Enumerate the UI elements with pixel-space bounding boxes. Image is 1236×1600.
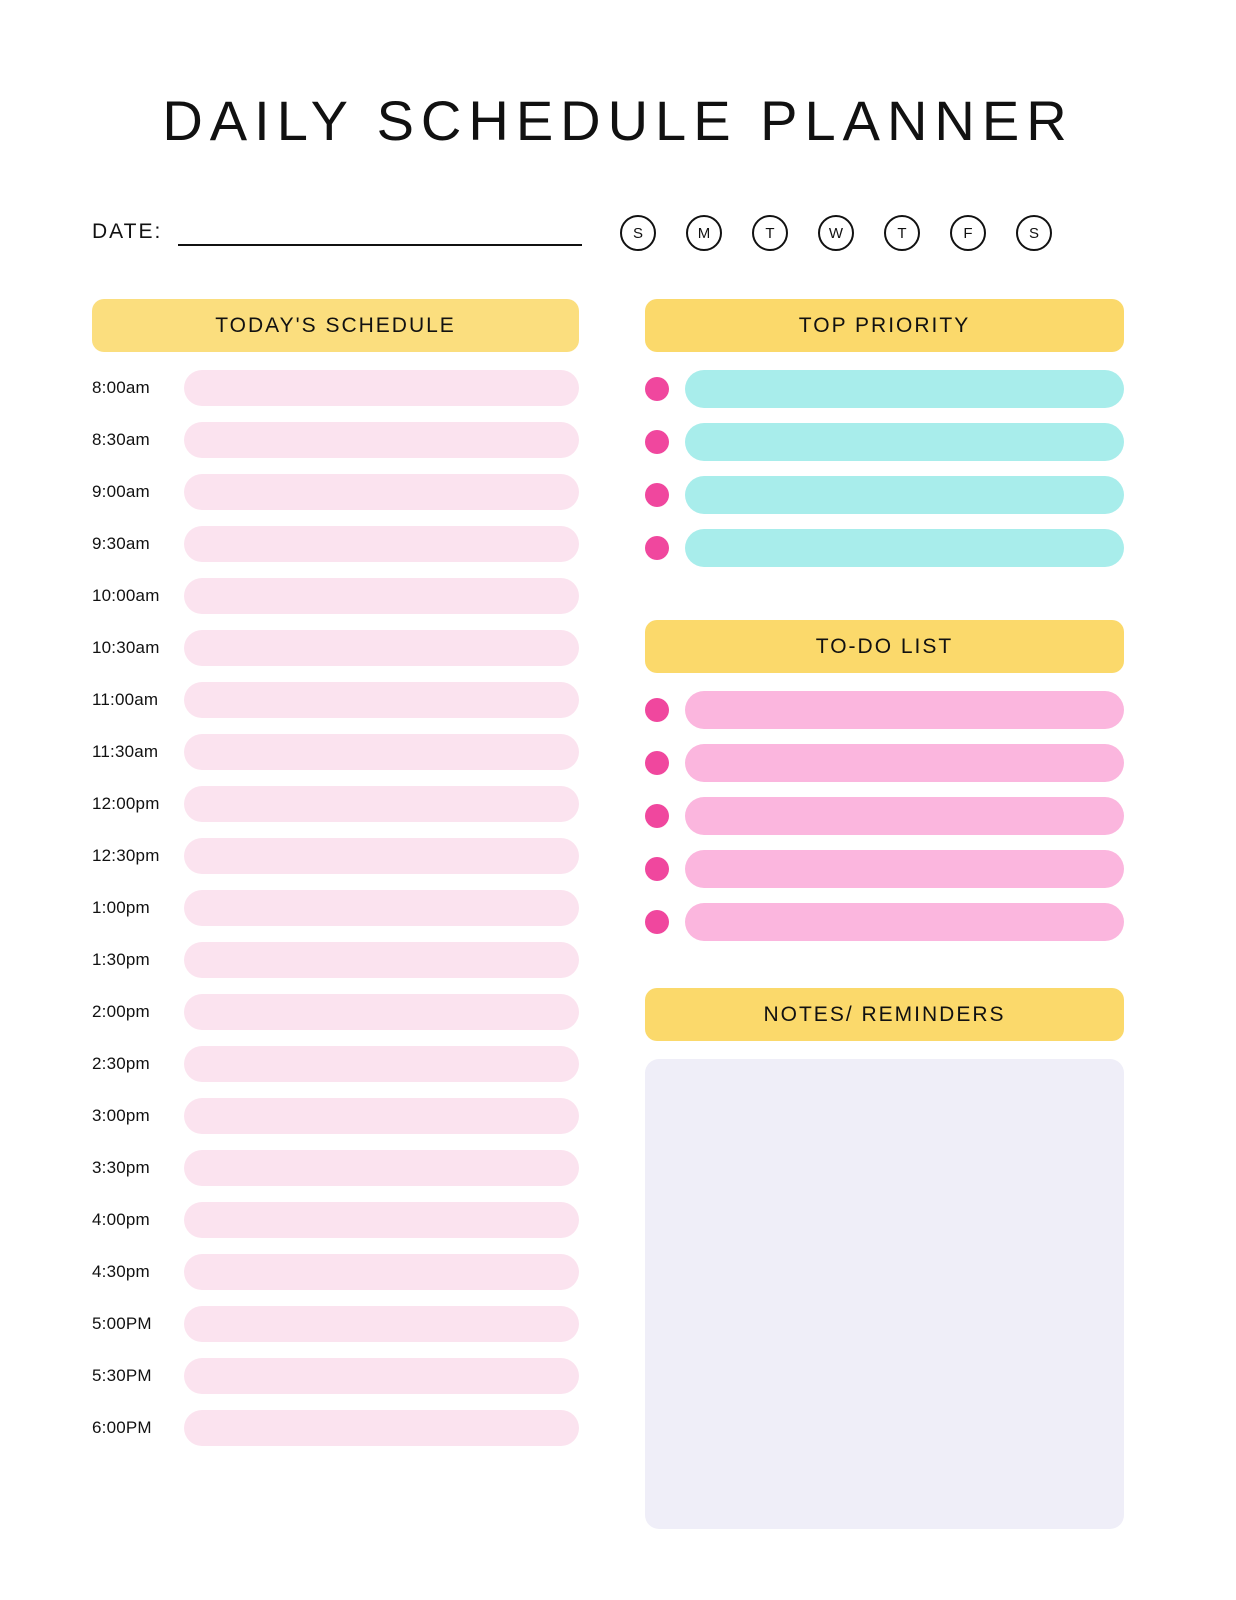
bullet-icon	[645, 910, 669, 934]
schedule-entry-field[interactable]	[184, 1150, 579, 1186]
schedule-section	[92, 299, 579, 1462]
weekday-selector	[620, 215, 1052, 251]
weekday-friday[interactable]: F	[950, 215, 986, 251]
schedule-entry-field[interactable]	[184, 682, 579, 718]
top-priority-list	[645, 370, 1124, 567]
schedule-row[interactable]	[92, 1202, 579, 1238]
schedule-time-label: 11:30am	[92, 742, 159, 761]
schedule-time-label: 10:00am	[92, 586, 160, 605]
schedule-row[interactable]	[92, 1098, 579, 1134]
weekday-thursday[interactable]: T	[884, 215, 920, 251]
schedule-entry-field[interactable]	[184, 1046, 579, 1082]
schedule-row[interactable]	[92, 890, 579, 926]
schedule-row[interactable]	[92, 994, 579, 1030]
schedule-row[interactable]	[92, 1410, 579, 1446]
schedule-time-label: 9:00am	[92, 482, 150, 501]
notes-textarea[interactable]	[645, 1059, 1124, 1529]
schedule-row[interactable]	[92, 474, 579, 510]
priority-item[interactable]	[645, 529, 1124, 567]
top-priority-section	[645, 299, 1124, 567]
priority-input[interactable]	[685, 423, 1124, 461]
todo-header: TO-DO LIST	[645, 620, 1124, 673]
priority-input[interactable]	[685, 529, 1124, 567]
schedule-time-label: 4:30pm	[92, 1262, 150, 1281]
schedule-header: TODAY'S SCHEDULE	[92, 299, 579, 352]
schedule-entry-field[interactable]	[184, 370, 579, 406]
schedule-entry-field[interactable]	[184, 734, 579, 770]
schedule-time-label: 5:30PM	[92, 1366, 152, 1385]
todo-item[interactable]	[645, 903, 1124, 941]
schedule-entry-field[interactable]	[184, 1358, 579, 1394]
schedule-row[interactable]	[92, 630, 579, 666]
schedule-entry-field[interactable]	[184, 1306, 579, 1342]
priority-input[interactable]	[685, 476, 1124, 514]
todo-item[interactable]	[645, 744, 1124, 782]
schedule-entry-field[interactable]	[184, 630, 579, 666]
bullet-icon	[645, 804, 669, 828]
schedule-time-label: 12:30pm	[92, 846, 160, 865]
schedule-time-label: 3:00pm	[92, 1106, 150, 1125]
schedule-list	[92, 370, 579, 1446]
schedule-time-label: 9:30am	[92, 534, 150, 553]
schedule-row[interactable]	[92, 1150, 579, 1186]
schedule-entry-field[interactable]	[184, 890, 579, 926]
todo-input[interactable]	[685, 903, 1124, 941]
bullet-icon	[645, 430, 669, 454]
schedule-row[interactable]	[92, 370, 579, 406]
schedule-entry-field[interactable]	[184, 1098, 579, 1134]
schedule-row[interactable]	[92, 578, 579, 614]
right-column	[645, 299, 1124, 1529]
schedule-row[interactable]	[92, 526, 579, 562]
priority-item[interactable]	[645, 370, 1124, 408]
todo-input[interactable]	[685, 797, 1124, 835]
schedule-time-label: 1:30pm	[92, 950, 150, 969]
todo-item[interactable]	[645, 797, 1124, 835]
schedule-row[interactable]	[92, 734, 579, 770]
todo-item[interactable]	[645, 850, 1124, 888]
page-title: DAILY SCHEDULE PLANNER	[162, 89, 1074, 152]
bullet-icon	[645, 857, 669, 881]
notes-header: NOTES/ REMINDERS	[645, 988, 1124, 1041]
schedule-row[interactable]	[92, 942, 579, 978]
schedule-time-label: 12:00pm	[92, 794, 160, 813]
schedule-entry-field[interactable]	[184, 422, 579, 458]
priority-item[interactable]	[645, 423, 1124, 461]
schedule-row[interactable]	[92, 838, 579, 874]
todo-input[interactable]	[685, 850, 1124, 888]
todo-list	[645, 691, 1124, 941]
bullet-icon	[645, 377, 669, 401]
todo-input[interactable]	[685, 744, 1124, 782]
schedule-time-label: 6:00PM	[92, 1418, 152, 1437]
notes-section	[645, 988, 1124, 1529]
schedule-time-label: 2:30pm	[92, 1054, 150, 1073]
schedule-entry-field[interactable]	[184, 1410, 579, 1446]
bullet-icon	[645, 751, 669, 775]
weekday-saturday[interactable]: S	[1016, 215, 1052, 251]
todo-section	[645, 620, 1124, 941]
bullet-icon	[645, 698, 669, 722]
schedule-time-label: 11:00am	[92, 690, 159, 709]
schedule-row[interactable]	[92, 1046, 579, 1082]
schedule-row[interactable]	[92, 1358, 579, 1394]
meta-row	[0, 215, 1236, 251]
schedule-time-label: 8:30am	[92, 430, 150, 449]
schedule-row[interactable]	[92, 786, 579, 822]
weekday-wednesday[interactable]: W	[818, 215, 854, 251]
date-label: DATE:	[92, 220, 163, 243]
todo-input[interactable]	[685, 691, 1124, 729]
schedule-entry-field[interactable]	[184, 526, 579, 562]
schedule-entry-field[interactable]	[184, 994, 579, 1030]
weekday-monday[interactable]: M	[686, 215, 722, 251]
schedule-entry-field[interactable]	[184, 1202, 579, 1238]
date-input-line[interactable]	[178, 224, 582, 246]
weekday-sunday[interactable]: S	[620, 215, 656, 251]
spacer	[645, 956, 1124, 988]
schedule-time-label: 10:30am	[92, 638, 160, 657]
schedule-row[interactable]	[92, 1254, 579, 1290]
schedule-time-label: 2:00pm	[92, 1002, 150, 1021]
schedule-time-label: 8:00am	[92, 378, 150, 397]
schedule-entry-field[interactable]	[184, 786, 579, 822]
date-field[interactable]	[92, 220, 612, 246]
schedule-time-label: 1:00pm	[92, 898, 150, 917]
priority-input[interactable]	[685, 370, 1124, 408]
priority-item[interactable]	[645, 476, 1124, 514]
bullet-icon	[645, 483, 669, 507]
schedule-entry-field[interactable]	[184, 578, 579, 614]
content-columns	[0, 299, 1236, 1529]
schedule-row[interactable]	[92, 682, 579, 718]
bullet-icon	[645, 536, 669, 560]
todo-item[interactable]	[645, 691, 1124, 729]
schedule-row[interactable]	[92, 1306, 579, 1342]
schedule-entry-field[interactable]	[184, 474, 579, 510]
top-priority-header: TOP PRIORITY	[645, 299, 1124, 352]
weekday-tuesday[interactable]: T	[752, 215, 788, 251]
schedule-time-label: 3:30pm	[92, 1158, 150, 1177]
schedule-row[interactable]	[92, 422, 579, 458]
schedule-entry-field[interactable]	[184, 942, 579, 978]
schedule-time-label: 4:00pm	[92, 1210, 150, 1229]
schedule-time-label: 5:00PM	[92, 1314, 152, 1333]
schedule-entry-field[interactable]	[184, 1254, 579, 1290]
spacer	[645, 582, 1124, 620]
schedule-entry-field[interactable]	[184, 838, 579, 874]
